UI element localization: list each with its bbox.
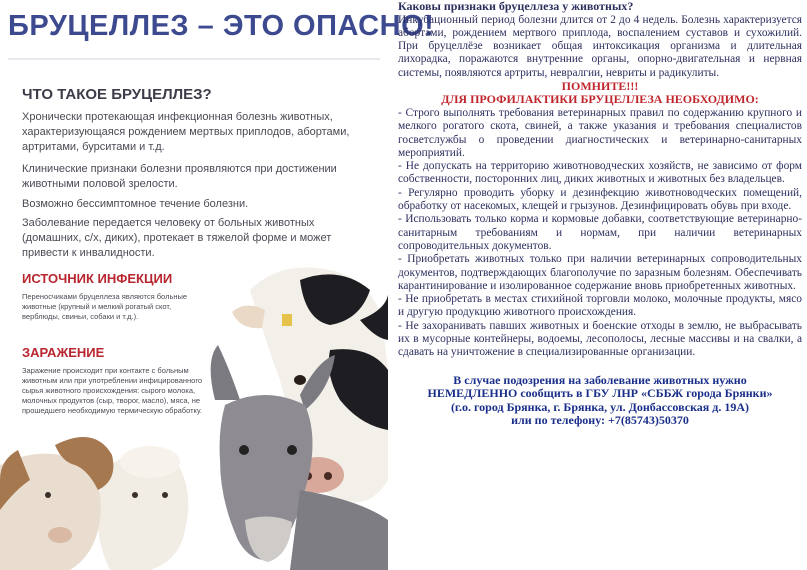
footer-line-2: НЕМЕДЛЕННО сообщить в ГБУ ЛНР «СББЖ города Брянки» (427, 386, 773, 401)
notice-panel (398, 0, 802, 570)
spacer (398, 360, 802, 374)
prevention-item: - Не захоранивать павших животных и боенские отходы в землю, не выбрасывать их в мусорные контейнеры, водоемы, лесополосы, лесные массивы и на свалки, а сдавать на уничтожение в специализированные организации. (398, 319, 802, 359)
prevention-item: - Регулярно проводить уборку и дезинфекцию животноводческих помещений, обработку от насекомых, клещей и грызунов. Дезинфицировать обувь при входе. (398, 186, 802, 213)
signs-text: Инкубационный период болезни длится от 2 до 4 недель. Болезнь характеризуется абортами, рождением мертвого приплода, воспалением суставов и сухожилий. При бруцеллёзе возникает общая интоксикация организма и длительная лихорадка, поражаются внутренние органы, опорно-двигательная и нервная системы, появляются артриты, невралгии, невриты и радикулиты. (398, 13, 802, 79)
prevention-item: - Строго выполнять требования ветеринарных правил по содержанию крупного и мелкого рогатого скота, свиней, а также указания и требования специалистов госветслужбы о проведении диагностических и ветеринарно-санитарных мероприятий. (398, 106, 802, 159)
title-divider (8, 58, 380, 60)
source-text: Переносчиками бруцеллеза являются больные животные (крупный и мелкий рогатый скот, верблюды, свиньи, собаки и т.д.). (22, 292, 188, 321)
what-paragraph-3: Возможно бессимптомное течение болезни. (22, 198, 249, 210)
footer-address: (г.о. город Брянка, г. Брянка, ул. Донбассовская д. 19А) (450, 399, 750, 414)
footer-line-1: В случае подозрения на заболевание животных нужно (453, 372, 747, 387)
remember-heading: ПОМНИТЕ!!! (561, 78, 639, 93)
what-heading: ЧТО ТАКОЕ БРУЦЕЛЛЕЗ? (22, 86, 212, 103)
prevention-item: - Приобретать животных только при наличии ветеринарных сопроводительных документов, подтверждающих благополучие по заразным болезням. Обеспечивать карантинирование и изолированное содержание вновь приобретенных животных. (398, 253, 802, 292)
prevention-item: - Не допускать на территорию животноводческих хозяйств, не зависимо от форм собственности, посторонних лиц, диких животных и животных без владельцев. (398, 160, 802, 186)
infection-text: Заражение происходит при контакте с больным животным или при употреблении инфицированного сырья животного происхождения: сырого молока, молочных продуктов (сыр, творог, масло), мяса, не прошедшего необходимую термическую обработку. (22, 366, 203, 415)
prevention-heading: ДЛЯ ПРОФИЛАКТИКИ БРУЦЕЛЛЕЗА НЕОБХОДИМО: (441, 92, 759, 107)
prevention-item: - Использовать только корма и кормовые добавки, соответствующие ветеринарно-санитарным требованиям и нормам, при наличии ветеринарных сопроводительных документов. (398, 213, 802, 252)
what-paragraph-4: Заболевание передается человеку от больных животных (домашних, с/х, диких), протекает в тяжелой форме и может привести к инвалидности. (22, 217, 332, 259)
what-paragraph-1: Хронически протекающая инфекционная болезнь животных, характеризующаяся рождением мертвых приплодов, абортами, артритами, бурситами и т.д. (22, 111, 350, 153)
ram-illustration (0, 437, 113, 570)
infection-heading: ЗАРАЖЕНИЕ (22, 345, 105, 360)
prevention-item: - Не приобретать в местах стихийной торговли молоко, молочные продукты, мясо и другую продукцию животного происхождения. (398, 293, 802, 319)
farm-animals-illustration (0, 250, 388, 570)
source-heading: ИСТОЧНИК ИНФЕКЦИИ (22, 271, 173, 286)
footer-phone: или по телефону: +7(85743)50370 (511, 413, 689, 428)
what-paragraph-2: Клинические признаки болезни проявляются при достижении животными половой зрелости. (22, 163, 337, 190)
poster-title: БРУЦЕЛЛЕЗ – ЭТО ОПАСНО! (8, 10, 435, 42)
signs-question: Каковы признаки бруцеллеза у животных? (398, 0, 634, 13)
